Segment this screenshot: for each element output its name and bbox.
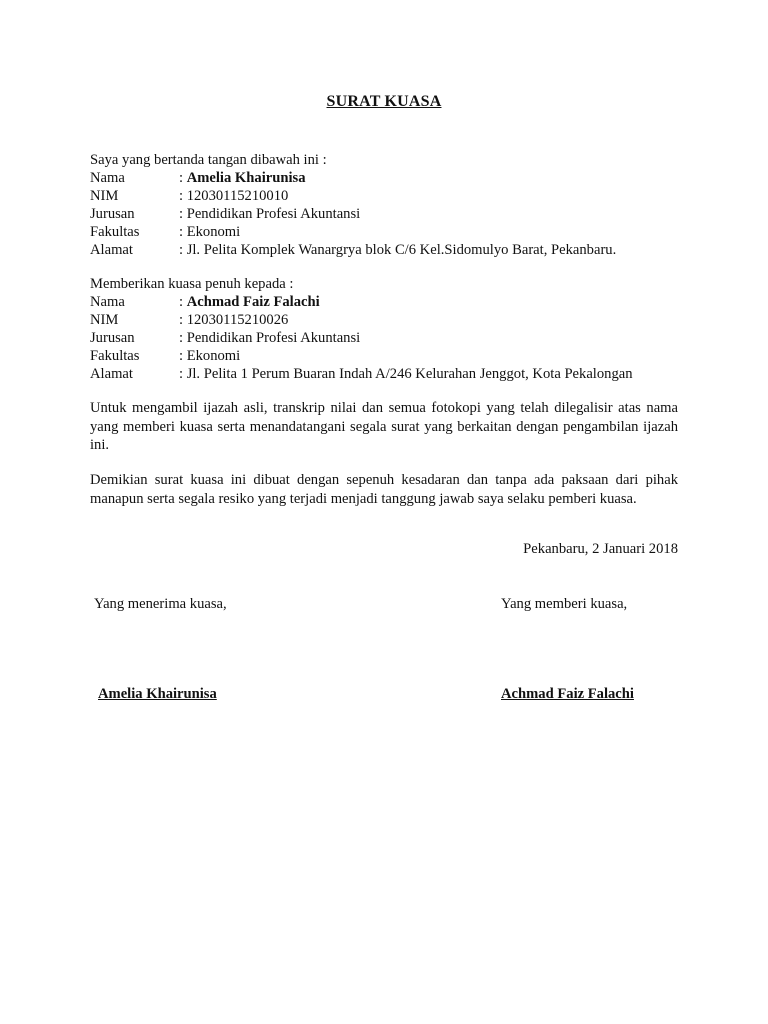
grantee-jurusan-row <box>90 329 678 347</box>
field-label: Fakultas <box>90 348 140 364</box>
letter-title: SURAT KUASA <box>326 93 442 110</box>
field-label: Alamat <box>90 242 133 258</box>
field-label: Nama <box>90 170 125 186</box>
field-colon: : <box>179 294 187 310</box>
field-value: : Pendidikan Profesi Akuntansi <box>179 206 361 222</box>
field-label: Nama <box>90 294 125 310</box>
grantee-alamat-row <box>90 365 678 383</box>
field-label: Alamat <box>90 366 133 382</box>
field-value: : Pendidikan Profesi Akuntansi <box>179 330 361 346</box>
giver-label: Yang memberi kuasa, <box>501 596 628 612</box>
field-value: : 12030115210010 <box>179 188 289 204</box>
field-value: : 12030115210026 <box>179 312 289 328</box>
grantor-alamat-row <box>90 241 678 259</box>
giver-signature-name: Achmad Faiz Falachi <box>501 686 634 702</box>
grantee-block <box>90 275 678 383</box>
grantee-name: Achmad Faiz Falachi <box>186 294 320 310</box>
grantee-fakultas-row <box>90 347 678 365</box>
field-colon: : <box>179 170 187 186</box>
field-value: : Ekonomi <box>179 348 241 364</box>
field-label: Fakultas <box>90 224 140 240</box>
field-value: : Ekonomi <box>179 224 241 240</box>
field-label: Jurusan <box>90 330 135 346</box>
field-label: NIM <box>90 312 119 328</box>
field-value: : Jl. Pelita 1 Perum Buaran Indah A/246 Kelurahan Jenggot, Kota Pekalongan <box>179 366 633 382</box>
field-value: : Jl. Pelita Komplek Wanargrya blok C/6 Kel.Sidomulyo Barat, Pekanbaru. <box>179 242 617 258</box>
grantee-intro: Memberikan kuasa penuh kepada : <box>90 276 294 292</box>
closing-paragraph: Demikian surat kuasa ini dibuat dengan sepenuh kesadaran dan tanpa ada paksaan dari pihak manapun serta segala resiko yang terjadi menjadi tanggung jawab saya selaku pemberi kuasa. <box>90 472 678 507</box>
grantor-jurusan-row <box>90 205 678 223</box>
grantor-name: Amelia Khairunisa <box>186 170 306 186</box>
receiver-label: Yang menerima kuasa, <box>94 596 227 612</box>
field-label: Jurusan <box>90 206 135 222</box>
place-date: Pekanbaru, 2 Januari 2018 <box>523 541 678 557</box>
grantor-fakultas-row <box>90 223 678 241</box>
purpose-paragraph: Untuk mengambil ijazah asli, transkrip nilai dan semua fotokopi yang telah dilegalisir atas nama yang memberi kuasa serta menandatangani segala surat yang berkaitan dengan pengambilan ijazah ini. <box>90 400 678 453</box>
grantor-intro: Saya yang bertanda tangan dibawah ini : <box>90 152 327 168</box>
grantor-name-row <box>90 169 678 187</box>
field-label: NIM <box>90 188 119 204</box>
grantor-nim-row <box>90 187 678 205</box>
grantee-name-row <box>90 293 678 311</box>
receiver-signature-name: Amelia Khairunisa <box>98 686 217 702</box>
grantor-block <box>90 151 678 259</box>
grantee-nim-row <box>90 311 678 329</box>
